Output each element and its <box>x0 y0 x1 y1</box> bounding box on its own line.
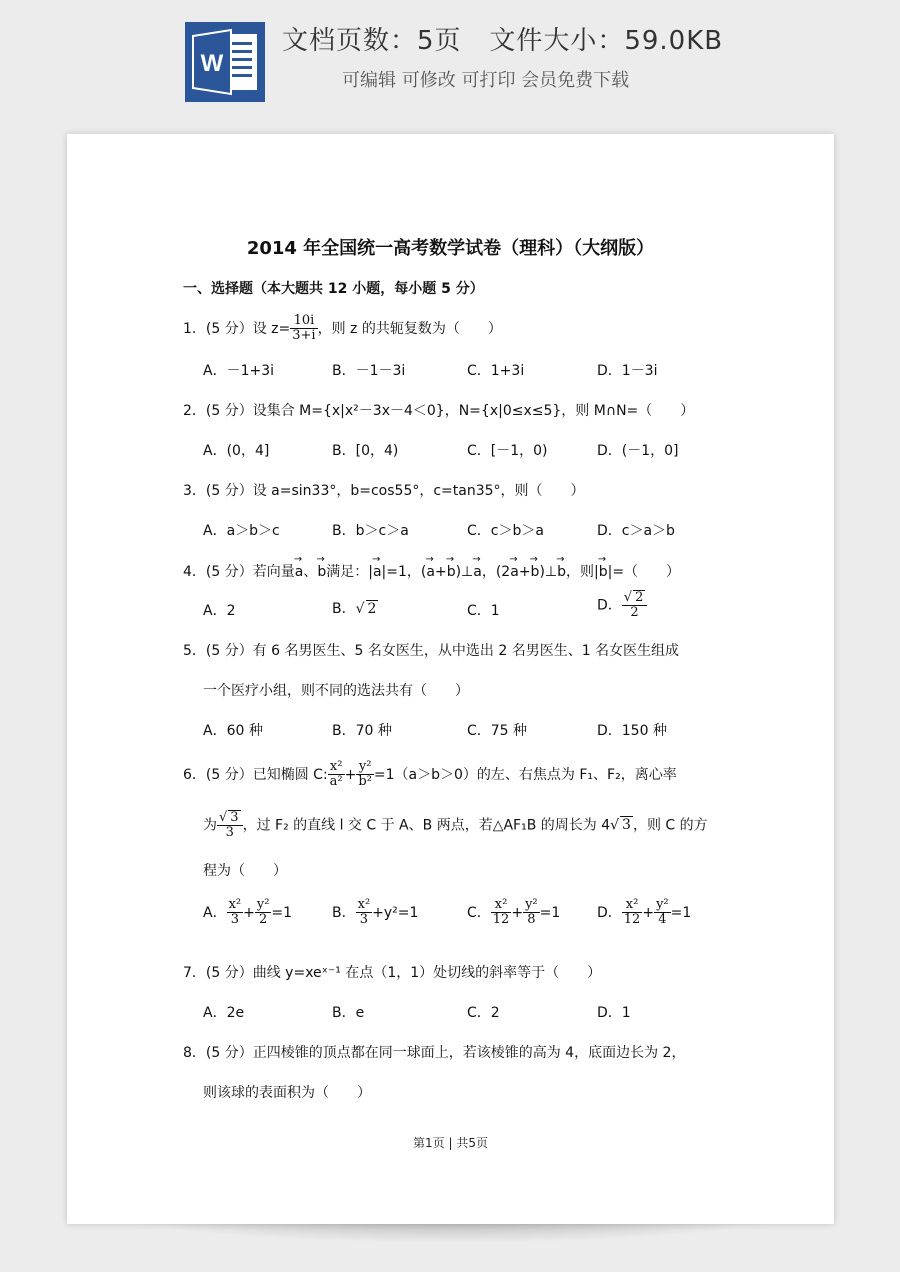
vector-a: → a <box>295 564 304 580</box>
q1-option-d: D．1－3i <box>597 363 658 379</box>
section-heading: 一、选择题（本大题共 12 小题，每小题 5 分） <box>183 281 484 297</box>
question-4: 4．(5 分）若向量→ a、→ b满足：|→ a|=1，(→ a+→ b)⊥→ a，(2→ a+→ b)⊥→ b，则|→ b|=（ ） <box>183 561 680 581</box>
q5-option-c: C．75 种 <box>467 723 528 739</box>
q7-option-d: D．1 <box>597 1005 631 1021</box>
q2-option-a: A．(0，4] <box>203 443 270 459</box>
q6-option-b: B． $\frac{\text{x²}}{3}$ +y²=1 <box>332 897 419 928</box>
q7-option-c: C．2 <box>467 1005 500 1021</box>
q4-option-c: C．1 <box>467 603 500 619</box>
q3-option-d: D．c＞a＞b <box>597 523 675 539</box>
q4-option-a: A．2 <box>203 603 236 619</box>
q2-option-b: B．[0，4) <box>332 443 399 459</box>
question-3: 3．(5 分）设 a=sin33°，b=cos55°，c=tan35°，则（ ） <box>183 483 585 499</box>
question-5-line-2: 一个医疗小组，则不同的选法共有（ ） <box>203 683 469 699</box>
document-info-title: 文档页数：5页 文件大小：59.0KB <box>282 26 724 56</box>
word-icon-letter: W <box>200 50 224 77</box>
question-8-line-1: 8．(5 分）正四棱锥的顶点都在同一球面上，若该棱锥的高为 4，底面边长为 2， <box>183 1045 686 1061</box>
fraction: $\frac{10i}{3+i}$ <box>292 313 316 344</box>
q5-option-d: D．150 种 <box>597 723 667 739</box>
question-2: 2．(5 分）设集合 M={x|x²－3x－4＜0}，N={x|0≤x≤5}，则 M∩N=（ ） <box>183 403 695 419</box>
q5-option-b: B．70 种 <box>332 723 392 739</box>
q1-option-a: A．－1+3i <box>203 363 275 379</box>
q7-option-a: A．2e <box>203 1005 245 1021</box>
question-6-line-1: 6．(5 分）已知椭圆 C: $\frac{\text{x²}}{\text{a²}}$ + $\frac{\text{y²}}{\text{b²}}$ =1（a＞b＞0）的左、右焦点为 F₁、F₂，离心率 <box>183 759 677 790</box>
doc-title: 2014 年全国统一高考数学试卷（理科）（大纲版） <box>246 238 655 259</box>
question-1: 1．(5 分）设 z= $\frac{10i}{3+i}$ ，则 z 的共轭复数为（ ） <box>183 313 502 344</box>
q3-option-b: B．b＞c＞a <box>332 523 409 539</box>
header-banner <box>0 0 900 120</box>
question-6-line-2: 为 $\frac{√ 3}{3}$ ，过 F₂ 的直线 l 交 C 于 A、B 两点，若△AF₁B 的周长为 4√ 3 ，则 C 的方 <box>203 810 708 841</box>
q2-option-d: D．(－1，0] <box>597 443 679 459</box>
q1-option-c: C．1+3i <box>467 363 525 379</box>
q3-option-a: A．a＞b＞c <box>203 523 280 539</box>
q2-option-c: C．[－1，0) <box>467 443 548 459</box>
q4-option-b: B．√ 2 <box>332 601 377 617</box>
q7-option-b: B．e <box>332 1005 365 1021</box>
question-7: 7．(5 分）曲线 y=xeˣ⁻¹ 在点（1，1）处切线的斜率等于（ ） <box>183 965 602 981</box>
document-info-subtitle: 可编辑 可修改 可打印 会员免费下载 <box>342 70 630 91</box>
word-icon <box>185 22 265 102</box>
question-8-line-2: 则该球的表面积为（ ） <box>203 1085 371 1101</box>
q6-option-c: C． $\frac{\text{x²}}{12}$ + $\frac{\text{y²}}{8}$ =1 <box>467 897 561 928</box>
q5-option-a: A．60 种 <box>203 723 263 739</box>
q6-option-a: A． $\frac{\text{x²}}{3}$ + $\frac{\text{y²}}{2}$ =1 <box>203 897 293 928</box>
q1-option-b: B．－1－3i <box>332 363 406 379</box>
page-footer: 第1页 | 共5页 <box>413 1136 488 1150</box>
q4-option-d: D． $\frac{√ 2}{2}$ <box>597 590 647 621</box>
vector-b: → b <box>317 564 326 580</box>
q3-option-c: C．c＞b＞a <box>467 523 544 539</box>
document-page <box>67 134 834 1224</box>
question-5-line-1: 5．(5 分）有 6 名男医生、5 名女医生，从中选出 2 名男医生、1 名女医生组成 <box>183 643 680 659</box>
q6-option-d: D． $\frac{\text{x²}}{12}$ + $\frac{\text{y²}}{4}$ =1 <box>597 897 692 928</box>
question-6-line-3: 程为（ ） <box>203 863 287 879</box>
